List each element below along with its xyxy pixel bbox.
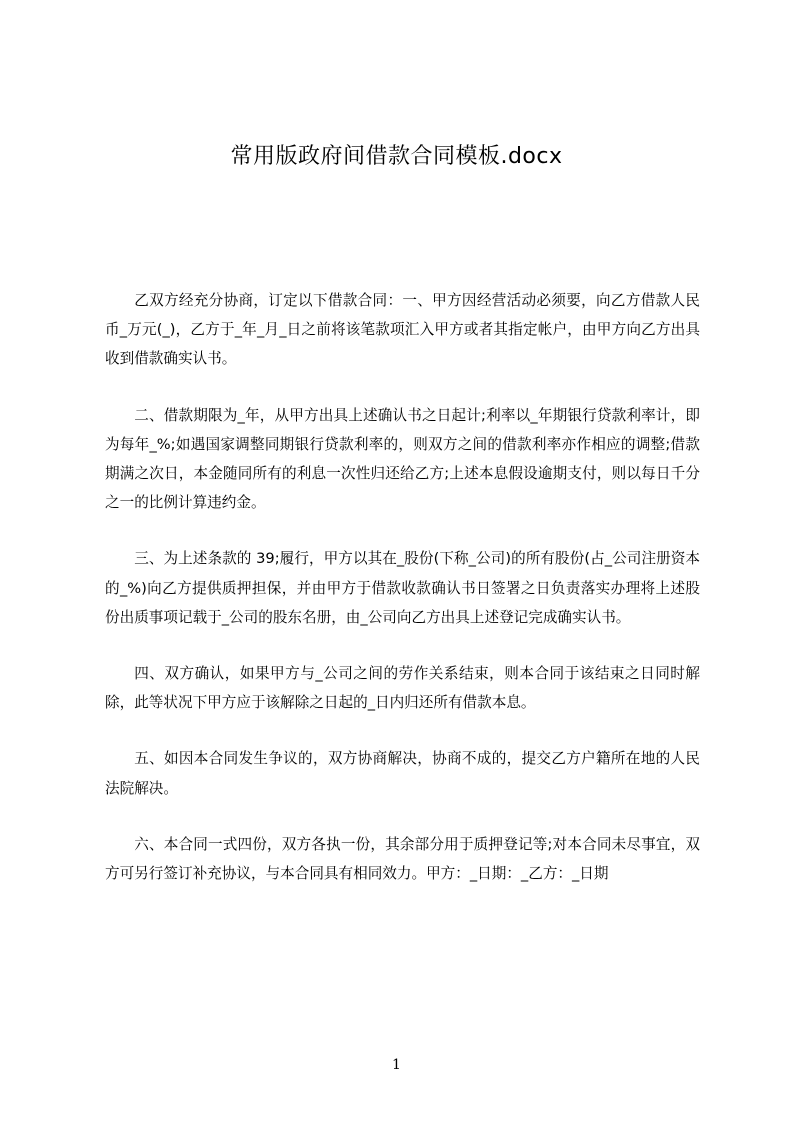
paragraph-6: 六、本合同一式四份，双方各执一份，其余部分用于质押登记等;对本合同未尽事宜，双方可另行签订补充协议，与本合同具有相同效力。甲方：_日期：_乙方：_日期	[105, 835, 700, 883]
document-body	[105, 286, 700, 915]
paragraph-2: 二、借款期限为_年，从甲方出具上述确认书之日起计;利率以_年期银行贷款利率计，即为每年_%;如遇国家调整同期银行贷款利率的，则双方之间的借款利率亦作相应的调整;借款期满之次日，本金随同所有的利息一次性归还给乙方;上述本息假设逾期支付，则以每日千分之一的比例计算违约金。	[105, 406, 700, 512]
document-title: 常用版政府间借款合同模板.docx	[230, 144, 563, 169]
paragraph-1: 乙双方经充分协商，订定以下借款合同：一、甲方因经营活动必须要，向乙方借款人民币_万元(_)，乙方于_年_月_日之前将该笔款项汇入甲方或者其指定帐户，由甲方向乙方出具收到借款确实认书。	[105, 292, 700, 368]
page-number: 1	[392, 1057, 401, 1073]
paragraph-3: 三、为上述条款的 39;履行，甲方以其在_股份(下称_公司)的所有股份(占_公司注册资本的_%)向乙方提供质押担保，并由甲方于借款收款确认书日签署之日负责落实办理将上述股份出质事项记载于_公司的股东名册，由_公司向乙方出具上述登记完成确实认书。	[105, 550, 700, 626]
paragraph-4: 四、双方确认，如果甲方与_公司之间的劳作关系结束，则本合同于该结束之日同时解除，此等状况下甲方应于该解除之日起的_日内归还所有借款本息。	[105, 665, 700, 712]
paragraph-5: 五、如因本合同发生争议的，双方协商解决，协商不成的，提交乙方户籍所在地的人民法院解决。	[105, 750, 700, 797]
